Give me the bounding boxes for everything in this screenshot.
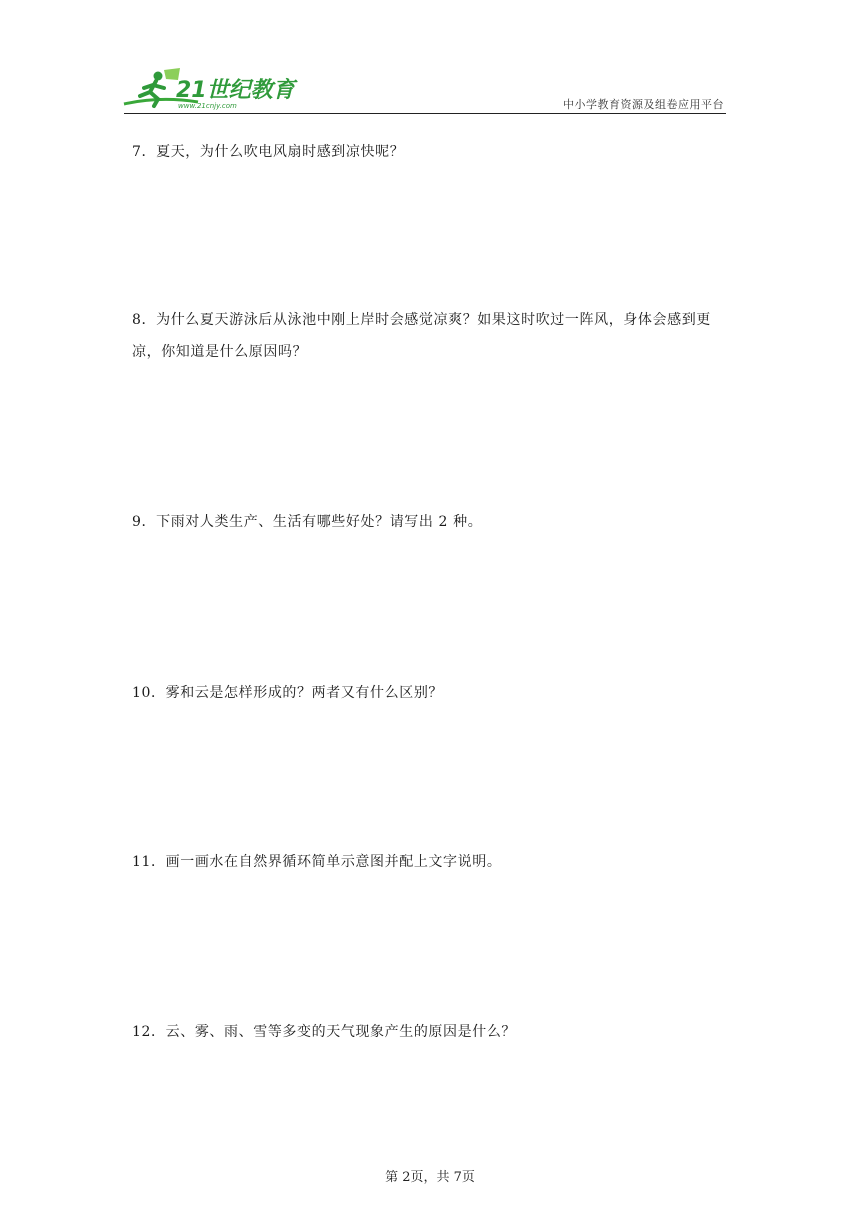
question-text: 为什么夏天游泳后从泳池中刚上岸时会感觉凉爽？如果这时吹过一阵风，身体会感到更凉，你知道是什么原因吗？ <box>132 312 711 360</box>
question-text: 雾和云是怎样形成的？两者又有什么区别？ <box>165 685 444 701</box>
question-number: 8． <box>132 312 157 328</box>
logo-text: 21世纪教育 <box>176 78 295 103</box>
question-10 <box>132 677 732 709</box>
runner-logo-icon <box>120 66 310 112</box>
question-text: 下雨对人类生产、生活有哪些好处？请写出 2 种。 <box>156 514 483 530</box>
question-9 <box>132 506 732 538</box>
question-number: 9． <box>132 514 157 530</box>
page-footer: 第 2页，共 7页 <box>385 1170 475 1185</box>
question-text: 夏天，为什么吹电风扇时感到凉快呢？ <box>156 144 405 160</box>
header-divider <box>124 113 726 114</box>
question-number: 10． <box>132 685 166 701</box>
question-number: 7． <box>132 144 157 160</box>
question-11 <box>132 846 732 878</box>
logo-subtext: www.21cnjy.com <box>178 102 237 110</box>
question-number: 12． <box>132 1024 166 1040</box>
question-text: 画一画水在自然界循环简单示意图并配上文字说明。 <box>165 854 502 870</box>
question-8 <box>132 304 732 368</box>
platform-text: 中小学教育资源及组卷应用平台 <box>563 98 724 111</box>
page-header <box>120 66 726 116</box>
logo-21cnjy <box>120 66 310 112</box>
question-12 <box>132 1016 732 1048</box>
question-text: 云、雾、雨、雪等多变的天气现象产生的原因是什么？ <box>165 1024 517 1040</box>
question-7 <box>132 136 732 168</box>
question-number: 11． <box>132 854 166 870</box>
